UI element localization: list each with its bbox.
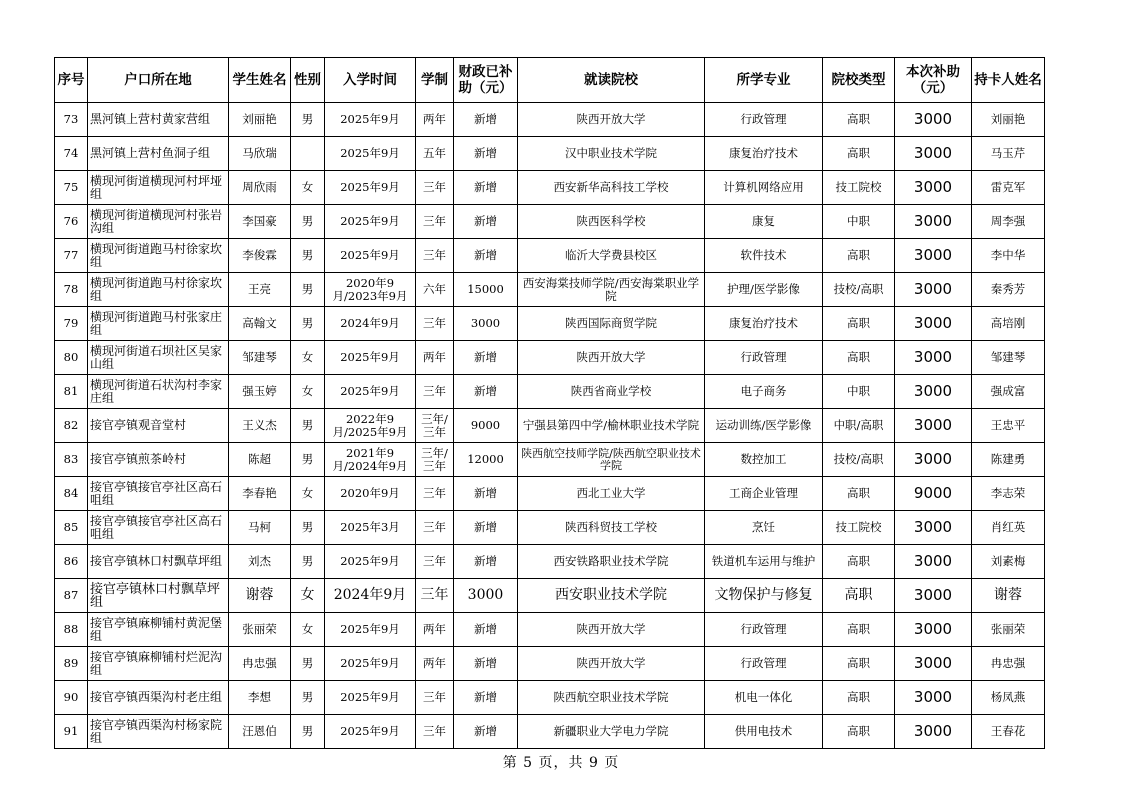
student-name-cell: 王义杰 xyxy=(229,409,291,443)
school-cell: 西北工业大学 xyxy=(518,477,705,511)
school-type-cell: 高职 xyxy=(823,715,895,749)
major-cell: 行政管理 xyxy=(705,341,823,375)
index-cell: 79 xyxy=(55,307,88,341)
duration-cell: 三年 xyxy=(416,375,454,409)
cardholder-cell: 王忠平 xyxy=(972,409,1045,443)
duration-cell: 六年 xyxy=(416,273,454,307)
school-type-cell: 技工院校 xyxy=(823,511,895,545)
table-row xyxy=(55,375,1045,409)
enroll-date-cell: 2025年9月 xyxy=(325,613,416,647)
school-cell: 陕西航空技师学院/陕西航空职业技术学院 xyxy=(518,443,705,477)
prior-subsidy-cell: 9000 xyxy=(454,409,518,443)
table-row xyxy=(55,273,1045,307)
school-cell: 陕西开放大学 xyxy=(518,647,705,681)
school-cell: 陕西开放大学 xyxy=(518,103,705,137)
school-type-cell: 技校/高职 xyxy=(823,273,895,307)
current-subsidy-cell: 3000 xyxy=(895,613,972,647)
cardholder-cell: 谢蓉 xyxy=(972,579,1045,613)
table-row xyxy=(55,239,1045,273)
current-subsidy-cell: 3000 xyxy=(895,307,972,341)
student-name-cell: 李想 xyxy=(229,681,291,715)
current-subsidy-cell: 3000 xyxy=(895,341,972,375)
current-subsidy-cell: 3000 xyxy=(895,647,972,681)
cardholder-cell: 刘素梅 xyxy=(972,545,1045,579)
duration-cell: 两年 xyxy=(416,613,454,647)
header-cardholder: 持卡人姓名 xyxy=(972,58,1045,103)
index-cell: 80 xyxy=(55,341,88,375)
school-cell: 西安铁路职业技术学院 xyxy=(518,545,705,579)
residence-cell: 接官亭镇煎茶岭村 xyxy=(88,443,229,477)
major-cell: 软件技术 xyxy=(705,239,823,273)
cardholder-cell: 杨凤燕 xyxy=(972,681,1045,715)
table-row xyxy=(55,715,1045,749)
enroll-date-cell: 2025年9月 xyxy=(325,375,416,409)
school-cell: 临沂大学费县校区 xyxy=(518,239,705,273)
residence-cell: 横现河街道跑马村徐家坎组 xyxy=(88,239,229,273)
current-subsidy-cell: 3000 xyxy=(895,409,972,443)
major-cell: 护理/医学影像 xyxy=(705,273,823,307)
current-subsidy-cell: 3000 xyxy=(895,579,972,613)
table-row xyxy=(55,103,1045,137)
prior-subsidy-cell: 新增 xyxy=(454,545,518,579)
gender-cell: 男 xyxy=(291,545,325,579)
school-type-cell: 技工院校 xyxy=(823,171,895,205)
school-type-cell: 高职 xyxy=(823,579,895,613)
duration-cell: 三年 xyxy=(416,205,454,239)
gender-cell: 男 xyxy=(291,409,325,443)
student-name-cell: 张丽荣 xyxy=(229,613,291,647)
enroll-date-cell: 2025年9月 xyxy=(325,103,416,137)
residence-cell: 横现河街道横现河村坪垭组 xyxy=(88,171,229,205)
current-subsidy-cell: 3000 xyxy=(895,443,972,477)
header-school-type: 院校类型 xyxy=(823,58,895,103)
current-subsidy-cell: 3000 xyxy=(895,273,972,307)
student-name-cell: 冉忠强 xyxy=(229,647,291,681)
gender-cell: 男 xyxy=(291,103,325,137)
school-type-cell: 高职 xyxy=(823,613,895,647)
residence-cell: 接官亭镇西渠沟村杨家院组 xyxy=(88,715,229,749)
current-subsidy-cell: 3000 xyxy=(895,137,972,171)
school-type-cell: 高职 xyxy=(823,239,895,273)
subsidy-table xyxy=(54,57,1045,749)
table-row xyxy=(55,137,1045,171)
school-cell: 宁强县第四中学/榆林职业技术学院 xyxy=(518,409,705,443)
table-row xyxy=(55,545,1045,579)
school-type-cell: 高职 xyxy=(823,545,895,579)
header-enroll-date: 入学时间 xyxy=(325,58,416,103)
major-cell: 供用电技术 xyxy=(705,715,823,749)
table-row xyxy=(55,205,1045,239)
prior-subsidy-cell: 新增 xyxy=(454,613,518,647)
table-row xyxy=(55,171,1045,205)
header-student-name: 学生姓名 xyxy=(229,58,291,103)
school-type-cell: 高职 xyxy=(823,681,895,715)
table-row xyxy=(55,341,1045,375)
duration-cell: 三年 xyxy=(416,171,454,205)
major-cell: 计算机网络应用 xyxy=(705,171,823,205)
school-type-cell: 中职 xyxy=(823,375,895,409)
index-cell: 87 xyxy=(55,579,88,613)
residence-cell: 横现河街道跑马村张家庄组 xyxy=(88,307,229,341)
prior-subsidy-cell: 新增 xyxy=(454,205,518,239)
student-name-cell: 马柯 xyxy=(229,511,291,545)
table-row xyxy=(55,647,1045,681)
header-row xyxy=(55,58,1045,103)
enroll-date-cell: 2024年9月 xyxy=(325,579,416,613)
student-name-cell: 刘丽艳 xyxy=(229,103,291,137)
current-subsidy-cell: 3000 xyxy=(895,205,972,239)
enroll-date-cell: 2020年9月/2023年9月 xyxy=(325,273,416,307)
duration-cell: 三年 xyxy=(416,307,454,341)
school-type-cell: 高职 xyxy=(823,307,895,341)
prior-subsidy-cell: 3000 xyxy=(454,579,518,613)
header-major: 所学专业 xyxy=(705,58,823,103)
major-cell: 康复治疗技术 xyxy=(705,137,823,171)
school-cell: 新疆职业大学电力学院 xyxy=(518,715,705,749)
prior-subsidy-cell: 新增 xyxy=(454,103,518,137)
index-cell: 85 xyxy=(55,511,88,545)
prior-subsidy-cell: 新增 xyxy=(454,341,518,375)
school-cell: 汉中职业技术学院 xyxy=(518,137,705,171)
residence-cell: 接官亭镇观音堂村 xyxy=(88,409,229,443)
index-cell: 76 xyxy=(55,205,88,239)
student-name-cell: 陈超 xyxy=(229,443,291,477)
school-cell: 陕西航空职业技术学院 xyxy=(518,681,705,715)
student-name-cell: 周欣雨 xyxy=(229,171,291,205)
cardholder-cell: 马玉芹 xyxy=(972,137,1045,171)
cardholder-cell: 强成富 xyxy=(972,375,1045,409)
gender-cell: 男 xyxy=(291,443,325,477)
table-row xyxy=(55,613,1045,647)
prior-subsidy-cell: 新增 xyxy=(454,681,518,715)
gender-cell: 女 xyxy=(291,375,325,409)
enroll-date-cell: 2020年9月 xyxy=(325,477,416,511)
major-cell: 康复治疗技术 xyxy=(705,307,823,341)
residence-cell: 横现河街道跑马村徐家坎组 xyxy=(88,273,229,307)
student-name-cell: 高翰文 xyxy=(229,307,291,341)
gender-cell: 女 xyxy=(291,171,325,205)
major-cell: 烹饪 xyxy=(705,511,823,545)
index-cell: 90 xyxy=(55,681,88,715)
prior-subsidy-cell: 12000 xyxy=(454,443,518,477)
enroll-date-cell: 2022年9月/2025年9月 xyxy=(325,409,416,443)
school-cell: 陕西科贸技工学校 xyxy=(518,511,705,545)
residence-cell: 横现河街道石坝社区吴家山组 xyxy=(88,341,229,375)
student-name-cell: 汪恩伯 xyxy=(229,715,291,749)
residence-cell: 接官亭镇林口村飘草坪组 xyxy=(88,545,229,579)
index-cell: 82 xyxy=(55,409,88,443)
gender-cell: 女 xyxy=(291,341,325,375)
school-cell: 陕西开放大学 xyxy=(518,613,705,647)
major-cell: 行政管理 xyxy=(705,103,823,137)
major-cell: 文物保护与修复 xyxy=(705,579,823,613)
school-cell: 西安海棠技师学院/西安海棠职业学院 xyxy=(518,273,705,307)
index-cell: 73 xyxy=(55,103,88,137)
prior-subsidy-cell: 新增 xyxy=(454,137,518,171)
school-cell: 西安职业技术学院 xyxy=(518,579,705,613)
index-cell: 77 xyxy=(55,239,88,273)
current-subsidy-cell: 3000 xyxy=(895,511,972,545)
current-subsidy-cell: 3000 xyxy=(895,545,972,579)
header-residence: 户口所在地 xyxy=(88,58,229,103)
gender-cell: 男 xyxy=(291,239,325,273)
gender-cell: 男 xyxy=(291,681,325,715)
school-type-cell: 高职 xyxy=(823,477,895,511)
duration-cell: 三年/三年 xyxy=(416,443,454,477)
header-school: 就读院校 xyxy=(518,58,705,103)
table-row xyxy=(55,409,1045,443)
cardholder-cell: 邹建琴 xyxy=(972,341,1045,375)
major-cell: 行政管理 xyxy=(705,613,823,647)
page-footer: 第 5 页，共 9 页 xyxy=(502,755,620,771)
residence-cell: 接官亭镇麻柳铺村黄泥堡组 xyxy=(88,613,229,647)
gender-cell: 女 xyxy=(291,613,325,647)
table-row xyxy=(55,307,1045,341)
index-cell: 86 xyxy=(55,545,88,579)
cardholder-cell: 高培刚 xyxy=(972,307,1045,341)
enroll-date-cell: 2025年9月 xyxy=(325,171,416,205)
duration-cell: 三年 xyxy=(416,511,454,545)
index-cell: 89 xyxy=(55,647,88,681)
cardholder-cell: 冉忠强 xyxy=(972,647,1045,681)
gender-cell: 女 xyxy=(291,579,325,613)
enroll-date-cell: 2021年9月/2024年9月 xyxy=(325,443,416,477)
prior-subsidy-cell: 新增 xyxy=(454,239,518,273)
table-row xyxy=(55,443,1045,477)
duration-cell: 三年 xyxy=(416,477,454,511)
table-row xyxy=(55,477,1045,511)
cardholder-cell: 李中华 xyxy=(972,239,1045,273)
student-name-cell: 马欣瑞 xyxy=(229,137,291,171)
gender-cell: 男 xyxy=(291,205,325,239)
residence-cell: 接官亭镇林口村飘草坪组 xyxy=(88,579,229,613)
cardholder-cell: 刘丽艳 xyxy=(972,103,1045,137)
school-cell: 西安新华高科技工学校 xyxy=(518,171,705,205)
school-type-cell: 中职/高职 xyxy=(823,409,895,443)
cardholder-cell: 王春花 xyxy=(972,715,1045,749)
prior-subsidy-cell: 新增 xyxy=(454,647,518,681)
enroll-date-cell: 2025年9月 xyxy=(325,137,416,171)
cardholder-cell: 张丽荣 xyxy=(972,613,1045,647)
enroll-date-cell: 2025年9月 xyxy=(325,205,416,239)
index-cell: 78 xyxy=(55,273,88,307)
prior-subsidy-cell: 新增 xyxy=(454,375,518,409)
index-cell: 74 xyxy=(55,137,88,171)
header-gender: 性别 xyxy=(291,58,325,103)
residence-cell: 接官亭镇接官亭社区高石咀组 xyxy=(88,477,229,511)
prior-subsidy-cell: 新增 xyxy=(454,171,518,205)
cardholder-cell: 秦秀芳 xyxy=(972,273,1045,307)
enroll-date-cell: 2025年3月 xyxy=(325,511,416,545)
student-name-cell: 刘杰 xyxy=(229,545,291,579)
table-row xyxy=(55,511,1045,545)
header-duration: 学制 xyxy=(416,58,454,103)
index-cell: 83 xyxy=(55,443,88,477)
table-row xyxy=(55,681,1045,715)
residence-cell: 黑河镇上营村鱼洞子组 xyxy=(88,137,229,171)
current-subsidy-cell: 9000 xyxy=(895,477,972,511)
gender-cell xyxy=(291,137,325,171)
current-subsidy-cell: 3000 xyxy=(895,375,972,409)
duration-cell: 三年 xyxy=(416,545,454,579)
current-subsidy-cell: 3000 xyxy=(895,715,972,749)
enroll-date-cell: 2025年9月 xyxy=(325,341,416,375)
school-cell: 陕西国际商贸学院 xyxy=(518,307,705,341)
prior-subsidy-cell: 新增 xyxy=(454,511,518,545)
student-name-cell: 李春艳 xyxy=(229,477,291,511)
duration-cell: 三年 xyxy=(416,715,454,749)
major-cell: 工商企业管理 xyxy=(705,477,823,511)
cardholder-cell: 肖红英 xyxy=(972,511,1045,545)
enroll-date-cell: 2025年9月 xyxy=(325,239,416,273)
gender-cell: 男 xyxy=(291,273,325,307)
school-type-cell: 技校/高职 xyxy=(823,443,895,477)
current-subsidy-cell: 3000 xyxy=(895,171,972,205)
residence-cell: 接官亭镇接官亭社区高石咀组 xyxy=(88,511,229,545)
index-cell: 84 xyxy=(55,477,88,511)
school-type-cell: 高职 xyxy=(823,137,895,171)
major-cell: 行政管理 xyxy=(705,647,823,681)
school-type-cell: 中职 xyxy=(823,205,895,239)
residence-cell: 横现河街道石状沟村李家庄组 xyxy=(88,375,229,409)
student-name-cell: 强玉婷 xyxy=(229,375,291,409)
duration-cell: 两年 xyxy=(416,103,454,137)
student-name-cell: 王亮 xyxy=(229,273,291,307)
school-cell: 陕西医科学校 xyxy=(518,205,705,239)
index-cell: 75 xyxy=(55,171,88,205)
enroll-date-cell: 2025年9月 xyxy=(325,647,416,681)
major-cell: 铁道机车运用与维护 xyxy=(705,545,823,579)
prior-subsidy-cell: 新增 xyxy=(454,477,518,511)
cardholder-cell: 陈建勇 xyxy=(972,443,1045,477)
cardholder-cell: 雷克军 xyxy=(972,171,1045,205)
residence-cell: 横现河街道横现河村张岩沟组 xyxy=(88,205,229,239)
cardholder-cell: 周李强 xyxy=(972,205,1045,239)
student-name-cell: 李国豪 xyxy=(229,205,291,239)
duration-cell: 三年 xyxy=(416,681,454,715)
student-name-cell: 邹建琴 xyxy=(229,341,291,375)
major-cell: 机电一体化 xyxy=(705,681,823,715)
duration-cell: 两年 xyxy=(416,647,454,681)
header-current-subsidy: 本次补助（元） xyxy=(895,58,972,103)
major-cell: 数控加工 xyxy=(705,443,823,477)
major-cell: 电子商务 xyxy=(705,375,823,409)
table-row xyxy=(55,579,1045,613)
major-cell: 康复 xyxy=(705,205,823,239)
duration-cell: 三年 xyxy=(416,579,454,613)
current-subsidy-cell: 3000 xyxy=(895,681,972,715)
prior-subsidy-cell: 3000 xyxy=(454,307,518,341)
residence-cell: 接官亭镇西渠沟村老庄组 xyxy=(88,681,229,715)
duration-cell: 两年 xyxy=(416,341,454,375)
index-cell: 88 xyxy=(55,613,88,647)
student-name-cell: 谢蓉 xyxy=(229,579,291,613)
index-cell: 81 xyxy=(55,375,88,409)
school-type-cell: 高职 xyxy=(823,341,895,375)
school-type-cell: 高职 xyxy=(823,103,895,137)
prior-subsidy-cell: 15000 xyxy=(454,273,518,307)
gender-cell: 男 xyxy=(291,307,325,341)
header-prior-subsidy: 财政已补助（元） xyxy=(454,58,518,103)
gender-cell: 女 xyxy=(291,477,325,511)
enroll-date-cell: 2025年9月 xyxy=(325,715,416,749)
current-subsidy-cell: 3000 xyxy=(895,239,972,273)
prior-subsidy-cell: 新增 xyxy=(454,715,518,749)
gender-cell: 男 xyxy=(291,511,325,545)
gender-cell: 男 xyxy=(291,715,325,749)
current-subsidy-cell: 3000 xyxy=(895,103,972,137)
index-cell: 91 xyxy=(55,715,88,749)
header-index: 序号 xyxy=(55,58,88,103)
residence-cell: 接官亭镇麻柳铺村烂泥沟组 xyxy=(88,647,229,681)
residence-cell: 黑河镇上营村黄家营组 xyxy=(88,103,229,137)
school-cell: 陕西开放大学 xyxy=(518,341,705,375)
duration-cell: 三年/三年 xyxy=(416,409,454,443)
school-type-cell: 高职 xyxy=(823,647,895,681)
enroll-date-cell: 2025年9月 xyxy=(325,545,416,579)
major-cell: 运动训练/医学影像 xyxy=(705,409,823,443)
duration-cell: 三年 xyxy=(416,239,454,273)
gender-cell: 男 xyxy=(291,647,325,681)
cardholder-cell: 李志荣 xyxy=(972,477,1045,511)
student-name-cell: 李俊霖 xyxy=(229,239,291,273)
enroll-date-cell: 2024年9月 xyxy=(325,307,416,341)
duration-cell: 五年 xyxy=(416,137,454,171)
school-cell: 陕西省商业学校 xyxy=(518,375,705,409)
enroll-date-cell: 2025年9月 xyxy=(325,681,416,715)
